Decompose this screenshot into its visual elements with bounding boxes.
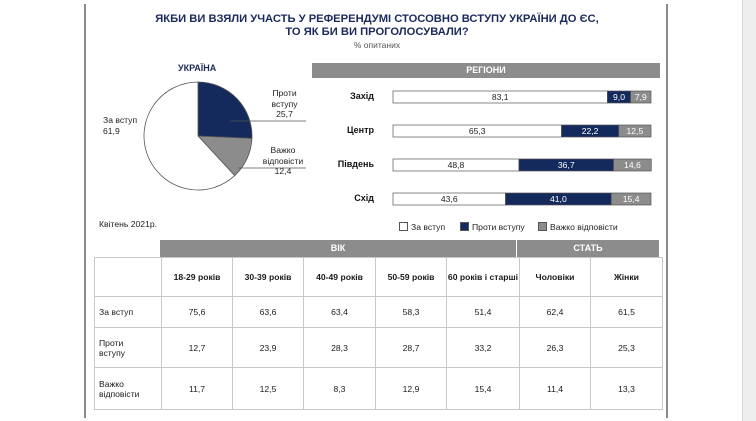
legend-for [399, 222, 445, 232]
demographics-table [94, 257, 663, 410]
row-label: Проти вступу [95, 328, 162, 368]
pie-label-hard-text2: відповісти [262, 155, 304, 166]
legend-label-against: Проти вступу [472, 222, 525, 232]
bar-label-against-1: 22,2 [581, 126, 599, 136]
table-cell: 13,3 [591, 368, 663, 410]
legend-label-hard: Важко відповісти [550, 222, 618, 232]
survey-date: Квітень 2021р. [99, 219, 157, 229]
chart-title-line2: ТО ЯК БИ ВИ ПРОГОЛОСУВАЛИ? [285, 26, 469, 38]
table-cell: 15,4 [447, 368, 520, 410]
bar-label-hard-2: 14,6 [624, 160, 641, 170]
col-header: 40-49 років [304, 258, 376, 297]
regions-header: РЕГІОНИ [312, 63, 660, 78]
row-label: За вступ [95, 297, 162, 328]
table-cell: 26,3 [520, 328, 591, 368]
table-cell: 11,4 [520, 368, 591, 410]
table-cell: 12,5 [233, 368, 304, 410]
pie-title: УКРАЇНА [178, 63, 217, 73]
table-cell: 12,7 [162, 328, 233, 368]
region-label-0: Захід [350, 91, 374, 101]
pie-label-against-text1: Проти [272, 88, 297, 98]
bar-label-hard-0: 7,9 [634, 92, 647, 102]
legend-swatch-against [460, 222, 469, 231]
region-label-1: Центр [346, 125, 374, 135]
band-sex: СТАТЬ [517, 240, 659, 257]
pie-label-against-value: 25,7 [276, 109, 293, 119]
pie-label-against-text2: вступу [271, 98, 298, 109]
chart-subtitle: % опитаних [353, 40, 401, 50]
table-cell: 51,4 [447, 297, 520, 328]
table-cell: 33,2 [447, 328, 520, 368]
table-cell: 23,9 [233, 328, 304, 368]
table-cell: 28,3 [304, 328, 376, 368]
table-cell: 75,6 [162, 297, 233, 328]
bar-label-for-1: 65,3 [468, 126, 486, 136]
table-cell: 25,3 [591, 328, 663, 368]
region-label-2: Південь [337, 159, 374, 169]
col-header: Жінки [591, 258, 663, 297]
legend-hard [538, 222, 618, 232]
pie-label-hard-value: 12,4 [274, 166, 292, 176]
pie-label-for-value: 61,9 [103, 125, 120, 136]
table-cell: 63,4 [304, 297, 376, 328]
bar-label-against-2: 36,7 [557, 160, 575, 170]
legend-swatch-hard [538, 222, 547, 231]
table-header-row [95, 258, 663, 297]
bar-label-hard-1: 12,5 [626, 126, 644, 136]
table-cell: 12,9 [376, 368, 447, 410]
bar-label-against-3: 41,0 [550, 194, 567, 204]
row-label: Важко відповісти [95, 368, 162, 410]
table-row [95, 297, 663, 328]
bar-label-against-0: 9,0 [613, 92, 625, 102]
legend-against [460, 222, 525, 232]
table-cell: 63,6 [233, 297, 304, 328]
table-cell: 61,5 [591, 297, 663, 328]
pie-label-for-text: За вступ [103, 115, 138, 125]
bar-label-for-0: 83,1 [491, 92, 509, 102]
bar-label-for-3: 43,6 [440, 194, 458, 204]
band-age: ВІК [160, 240, 516, 257]
bar-label-hard-3: 15,4 [622, 194, 640, 204]
table-row [95, 368, 663, 410]
legend-swatch-for [399, 222, 408, 231]
col-header: 60 років і старші [447, 258, 520, 297]
col-header: 50-59 років [376, 258, 447, 297]
region-label-3: Схід [354, 193, 374, 203]
table-row [95, 328, 663, 368]
table-corner [95, 258, 162, 297]
table-cell: 62,4 [520, 297, 591, 328]
col-header: 30-39 років [233, 258, 304, 297]
bar-label-for-2: 48,8 [447, 160, 465, 170]
table-cell: 28,7 [376, 328, 447, 368]
col-header: Чоловіки [520, 258, 591, 297]
col-header: 18-29 років [162, 258, 233, 297]
legend-label-for: За вступ [411, 222, 446, 232]
table-cell: 58,3 [376, 297, 447, 328]
pie-label-hard-text1: Важко [270, 145, 296, 155]
chart-title-line1: ЯКБИ ВИ ВЗЯЛИ УЧАСТЬ У РЕФЕРЕНДУМІ СТОСОВНО ВСТУПУ УКРАЇНИ ДО ЄС, [155, 13, 599, 25]
table-cell: 11,7 [162, 368, 233, 410]
table-cell: 8,3 [304, 368, 376, 410]
